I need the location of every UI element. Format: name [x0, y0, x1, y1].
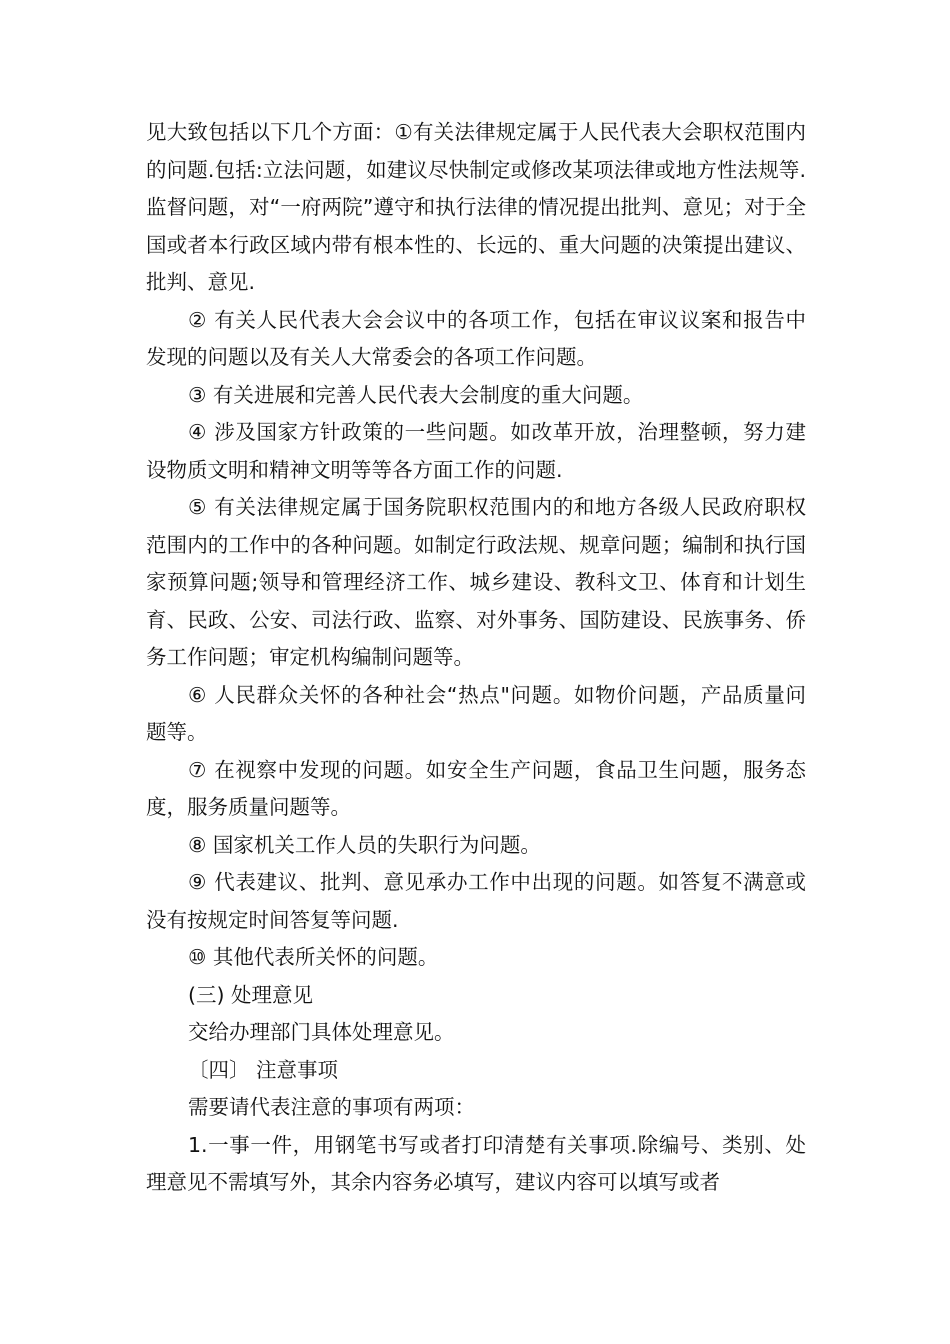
document-body	[146, 114, 806, 1202]
paragraph-item-9: ⑨ 代表建议、批判、意见承办工作中出现的问题。如答复不满意或没有按规定时间答复等问题.	[146, 870, 806, 932]
paragraph-item-10: ⑩ 其他代表所关怀的问题。	[188, 945, 439, 969]
paragraph-item-3: ③ 有关进展和完善人民代表大会制度的重大问题。	[188, 382, 644, 407]
paragraph-item-4: ④ 涉及国家方针政策的一些问题。如改革开放，治理整顿，努力建设物质文明和精神文明等等各方面工作的问题.	[146, 420, 806, 482]
paragraph-continued-intro: 见大致包括以下几个方面：①有关法律规定属于人民代表大会职权范围内的问题.包括:立法问题，如建议尽快制定或修改某项法律或地方性法规等.监督问题，对“一府两院”遵守和执行法律的情况提出批判、意见；对于全国或者本行政区域内带有根本性的、长远的、重大问题的决策提出建议、批判、意见.	[146, 120, 806, 294]
paragraph-item-7: ⑦ 在视察中发现的问题。如安全生产问题，食品卫生问题，服务态度，服务质量问题等。	[146, 757, 806, 819]
paragraph-notes-intro: 需要请代表注意的事项有两项：	[188, 1095, 475, 1119]
paragraph-item-6: ⑥ 人民群众关怀的各种社会“热点"问题。如物价问题，产品质量问题等。	[146, 682, 806, 744]
paragraph-item-2: ② 有关人民代表大会会议中的各项工作，包括在审议议案和报告中发现的问题以及有关人大常委会的各项工作问题。	[146, 307, 806, 369]
section-heading-notes: 〔四〕 注意事项	[188, 1057, 339, 1082]
paragraph-item-5: ⑤ 有关法律规定属于国务院职权范围内的和地方各级人民政府职权范围内的工作中的各种问题。如制定行政法规、规章问题；编制和执行国家预算问题;领导和管理经济工作、城乡建设、教科文卫、体育和计划生育、民政、公安、司法行政、监察、对外事务、国防建设、民族事务、侨务工作问题；审定机构编制问题等。	[146, 495, 806, 669]
section-heading-handling: (三) 处理意见	[188, 982, 314, 1007]
paragraph-note-1: 1.一事一件，用钢笔书写或者打印清楚有关事项.除编号、类别、处理意见不需填写外，其余内容务必填写，建议内容可以填写或者	[146, 1132, 806, 1194]
paragraph-handling-text: 交给办理部门具体处理意见。	[188, 1020, 455, 1044]
paragraph-item-8: ⑧ 国家机关工作人员的失职行为问题。	[188, 832, 541, 857]
